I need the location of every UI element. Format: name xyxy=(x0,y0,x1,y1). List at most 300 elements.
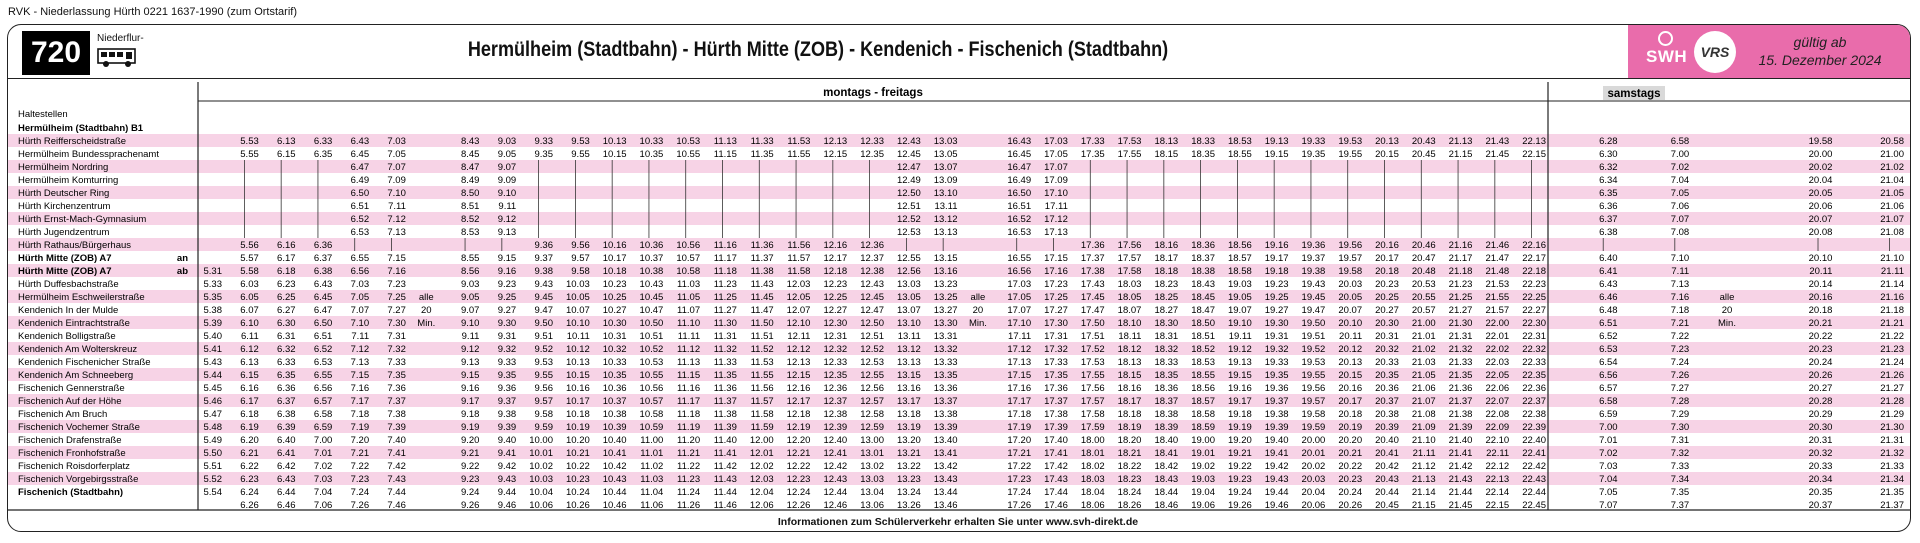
time-cell: 16.51 xyxy=(1007,201,1032,212)
time-cell: 11.12 xyxy=(677,344,701,355)
time-cell: 21.40 xyxy=(1448,435,1473,446)
time-cell: 20.32 xyxy=(1375,344,1399,355)
time-cell: 5.52 xyxy=(203,474,222,485)
time-cell: 17.11 xyxy=(1044,201,1068,212)
time-cell: 6.46 xyxy=(277,500,296,511)
time-cell: 9.55 xyxy=(571,149,590,160)
time-cell: 11.52 xyxy=(750,344,774,355)
time-cell: 9.13 xyxy=(460,357,480,368)
time-cell: 10.47 xyxy=(639,305,664,316)
time-cell: 10.19 xyxy=(565,422,590,433)
time-cell: 9.36 xyxy=(534,240,553,251)
time-cell: 10.57 xyxy=(639,396,664,407)
time-cell: 20.20 xyxy=(1338,435,1363,446)
time-cell: 18.36 xyxy=(1191,240,1215,251)
time-cell: 21.02 xyxy=(1880,162,1904,173)
time-cell: 7.35 xyxy=(1670,487,1690,498)
time-cell: 13.09 xyxy=(933,175,958,186)
time-cell: 21.33 xyxy=(1880,461,1904,472)
time-cell: 19.57 xyxy=(1301,396,1326,407)
time-cell: 13.05 xyxy=(933,149,958,160)
time-cell: 7.01 xyxy=(1599,435,1618,446)
time-cell: 12.51 xyxy=(896,201,921,212)
time-cell: 13.22 xyxy=(896,461,921,472)
time-cell: 7.03 xyxy=(387,136,406,147)
time-cell: 17.58 xyxy=(1080,409,1105,420)
time-cell: 12.35 xyxy=(823,370,848,381)
stop-name: Fischenich Vorgebirgsstraße xyxy=(18,474,139,485)
stop-name: Hermülheim Komturring xyxy=(18,175,119,186)
time-cell: 7.03 xyxy=(350,279,370,290)
time-cell: 12.22 xyxy=(786,461,811,472)
time-cell: 19.03 xyxy=(1227,279,1252,290)
time-cell: 8.49 xyxy=(460,175,480,186)
time-cell: 20.25 xyxy=(1375,292,1399,303)
time-cell: 7.21 xyxy=(350,448,370,459)
time-cell: 7.18 xyxy=(1670,305,1690,316)
time-cell: 22.32 xyxy=(1522,344,1546,355)
time-cell: 13.33 xyxy=(933,357,958,368)
stop-name: Hermülheim Bundessprachenamt xyxy=(18,149,159,160)
time-cell: 11.38 xyxy=(750,266,774,277)
time-cell: 9.33 xyxy=(497,357,517,368)
stop-name: Hürth Rathaus/Bürgerhaus xyxy=(18,240,132,251)
time-cell: 19.13 xyxy=(1264,136,1289,147)
time-cell: 17.21 xyxy=(1007,448,1032,459)
time-cell: 11.39 xyxy=(713,422,737,433)
time-cell: 7.23 xyxy=(350,474,370,485)
time-cell: 12.39 xyxy=(823,422,848,433)
time-cell: 6.57 xyxy=(313,396,333,407)
time-cell: 18.31 xyxy=(1154,331,1179,342)
time-cell: 21.13 xyxy=(1448,136,1473,147)
time-cell: 19.18 xyxy=(1264,266,1289,277)
time-cell: 11.23 xyxy=(677,474,701,485)
time-cell: 18.37 xyxy=(1191,253,1215,264)
time-cell: 9.16 xyxy=(460,383,480,394)
time-cell: 11.02 xyxy=(640,461,664,472)
time-cell: 7.03 xyxy=(1599,461,1618,472)
time-cell: 9.11 xyxy=(498,201,517,212)
valid-from-label: gültig ab xyxy=(1793,34,1847,50)
time-cell: 6.32 xyxy=(277,344,296,355)
time-cell: 20.27 xyxy=(1808,383,1833,394)
stop-name: Hürth Reifferscheidstraße xyxy=(18,136,127,147)
time-cell: 18.24 xyxy=(1117,487,1142,498)
time-cell: 12.45 xyxy=(860,292,884,303)
time-cell: 18.35 xyxy=(1191,149,1215,160)
time-cell: 21.05 xyxy=(1880,188,1904,199)
time-cell: 19.16 xyxy=(1227,383,1252,394)
time-cell: 21.30 xyxy=(1880,422,1904,433)
time-cell: 6.40 xyxy=(277,435,296,446)
time-cell: 6.03 xyxy=(240,279,259,290)
time-cell: 11.13 xyxy=(713,136,737,147)
time-cell: 18.37 xyxy=(1154,396,1179,407)
time-cell: 18.20 xyxy=(1117,435,1142,446)
time-cell: 20.27 xyxy=(1375,305,1399,316)
time-cell: 20.34 xyxy=(1808,474,1833,485)
time-cell: 20.33 xyxy=(1808,461,1833,472)
time-cell: 9.56 xyxy=(571,240,590,251)
time-cell: 6.35 xyxy=(277,370,296,381)
time-cell: 6.20 xyxy=(240,435,259,446)
time-cell: 17.46 xyxy=(1044,500,1068,511)
time-cell: 6.36 xyxy=(1599,201,1618,212)
time-cell: 6.51 xyxy=(350,201,370,212)
time-cell: 18.21 xyxy=(1117,448,1142,459)
time-cell: 11.40 xyxy=(713,435,737,446)
time-cell: 10.26 xyxy=(565,500,590,511)
time-cell: 17.22 xyxy=(1007,461,1032,472)
time-cell: 10.58 xyxy=(676,266,701,277)
time-cell: 21.43 xyxy=(1485,136,1510,147)
time-cell: 19.51 xyxy=(1301,331,1326,342)
time-cell: 10.18 xyxy=(565,409,590,420)
time-cell: 17.09 xyxy=(1044,175,1068,186)
time-cell: 6.34 xyxy=(1599,175,1618,186)
time-cell: 5.46 xyxy=(203,396,222,407)
time-cell: 12.16 xyxy=(786,383,811,394)
time-cell: 11.55 xyxy=(750,370,774,381)
time-cell: 5.39 xyxy=(203,318,222,329)
time-cell: 12.56 xyxy=(896,266,921,277)
time-cell: 12.25 xyxy=(823,292,848,303)
time-cell: 22.15 xyxy=(1522,149,1546,160)
time-cell: 10.07 xyxy=(565,305,590,316)
time-cell: 12.20 xyxy=(786,435,811,446)
time-cell: 9.23 xyxy=(497,279,517,290)
time-cell: 6.37 xyxy=(1599,214,1618,225)
time-cell: 13.07 xyxy=(896,305,921,316)
time-cell: 7.36 xyxy=(387,383,406,394)
time-cell: 21.23 xyxy=(1880,344,1904,355)
time-cell: 9.46 xyxy=(497,500,517,511)
time-cell: 21.18 xyxy=(1880,305,1904,316)
time-cell: 17.32 xyxy=(1044,344,1068,355)
time-cell: 19.43 xyxy=(1264,474,1289,485)
time-cell: 6.21 xyxy=(240,448,259,459)
stop-name: Hermülheim Nordring xyxy=(18,162,109,173)
time-cell: 9.43 xyxy=(497,474,517,485)
time-cell: 17.18 xyxy=(1007,409,1032,420)
time-cell: 20.24 xyxy=(1808,357,1833,368)
time-cell: 7.13 xyxy=(1670,279,1690,290)
time-cell: 20.16 xyxy=(1375,240,1399,251)
time-cell: 10.17 xyxy=(602,253,627,264)
time-cell: 5.45 xyxy=(203,383,222,394)
time-cell: 22.15 xyxy=(1485,500,1510,511)
time-cell: 7.13 xyxy=(387,227,406,238)
time-cell: 19.19 xyxy=(1227,422,1252,433)
time-cell: 10.22 xyxy=(565,461,590,472)
time-cell: 18.30 xyxy=(1154,318,1179,329)
stop-name: Kendenich In der Mulde xyxy=(18,305,119,316)
time-cell: 12.04 xyxy=(749,487,774,498)
time-cell: 17.40 xyxy=(1044,435,1068,446)
time-cell: 12.10 xyxy=(786,318,811,329)
time-cell: 20.03 xyxy=(1338,279,1363,290)
time-cell: 10.52 xyxy=(639,344,664,355)
time-cell: 12.13 xyxy=(786,357,811,368)
time-cell: 10.00 xyxy=(529,435,553,446)
time-cell: 7.33 xyxy=(387,357,406,368)
footer-note: Informationen zum Schülerverkehr erhalten Sie unter www.svh-direkt.de xyxy=(777,516,1139,528)
time-cell: 7.13 xyxy=(350,357,370,368)
time-cell: 19.50 xyxy=(1301,318,1326,329)
time-cell: 17.05 xyxy=(1007,292,1032,303)
time-cell: 11.27 xyxy=(713,305,737,316)
time-cell: 21.26 xyxy=(1880,370,1904,381)
time-cell: 13.02 xyxy=(860,461,884,472)
time-cell: 11.22 xyxy=(677,461,701,472)
time-cell: 11.53 xyxy=(750,357,774,368)
time-cell: 6.56 xyxy=(350,266,370,277)
takt-label: Min. xyxy=(968,318,987,329)
time-cell: 19.52 xyxy=(1301,344,1326,355)
time-cell: 20.23 xyxy=(1338,474,1363,485)
time-cell: 11.36 xyxy=(750,240,774,251)
time-cell: 7.07 xyxy=(1599,500,1618,511)
time-cell: 20.40 xyxy=(1375,435,1399,446)
time-cell: 9.22 xyxy=(460,461,480,472)
time-cell: 6.22 xyxy=(240,461,259,472)
time-cell: 6.15 xyxy=(240,370,259,381)
time-cell: 17.41 xyxy=(1044,448,1068,459)
time-cell: 12.50 xyxy=(896,188,921,199)
time-cell: 19.55 xyxy=(1301,370,1326,381)
time-cell: 17.24 xyxy=(1007,487,1032,498)
time-cell: 18.57 xyxy=(1191,396,1215,407)
time-cell: 19.23 xyxy=(1264,279,1289,290)
time-cell: 17.35 xyxy=(1044,370,1068,381)
time-cell: 18.38 xyxy=(1191,266,1215,277)
time-cell: 5.35 xyxy=(203,292,222,303)
time-cell: 11.18 xyxy=(677,409,701,420)
time-cell: 9.05 xyxy=(460,292,480,303)
time-cell: 21.23 xyxy=(1448,279,1473,290)
time-cell: 21.53 xyxy=(1485,279,1510,290)
time-cell: 7.11 xyxy=(1671,266,1690,277)
time-cell: 11.10 xyxy=(677,318,701,329)
stop-name: Hürth Ernst-Mach-Gymnasium xyxy=(18,214,147,225)
time-cell: 21.35 xyxy=(1880,487,1904,498)
time-cell: 7.37 xyxy=(387,396,406,407)
time-cell: 20.10 xyxy=(1338,318,1363,329)
time-cell: 17.26 xyxy=(1007,500,1032,511)
time-cell: 12.53 xyxy=(896,227,921,238)
time-cell: 21.48 xyxy=(1485,266,1510,277)
time-cell: 13.07 xyxy=(933,162,958,173)
time-cell: 11.16 xyxy=(713,240,737,251)
time-cell: 21.25 xyxy=(1448,292,1473,303)
time-cell: 12.24 xyxy=(786,487,811,498)
time-cell: 22.41 xyxy=(1522,448,1546,459)
time-cell: 6.17 xyxy=(240,396,259,407)
time-cell: 12.18 xyxy=(823,266,848,277)
time-cell: 12.35 xyxy=(860,149,884,160)
time-cell: 17.57 xyxy=(1080,396,1105,407)
time-cell: 17.53 xyxy=(1117,136,1142,147)
time-cell: 10.55 xyxy=(676,149,701,160)
time-cell: 19.15 xyxy=(1264,149,1289,160)
time-cell: 12.41 xyxy=(823,448,848,459)
time-cell: 6.41 xyxy=(277,448,296,459)
time-cell: 10.12 xyxy=(565,344,590,355)
time-cell: 11.07 xyxy=(677,305,701,316)
time-cell: 6.53 xyxy=(350,227,370,238)
time-cell: 13.32 xyxy=(933,344,958,355)
time-cell: 16.50 xyxy=(1007,188,1032,199)
time-cell: 19.00 xyxy=(1191,435,1215,446)
time-cell: 11.47 xyxy=(750,305,774,316)
stop-name: Fischenich Gennerstraße xyxy=(18,383,125,394)
time-cell: 16.47 xyxy=(1007,162,1032,173)
time-cell: 12.58 xyxy=(860,409,884,420)
time-cell: 18.43 xyxy=(1154,474,1179,485)
time-cell: 13.15 xyxy=(933,253,958,264)
time-cell: 9.09 xyxy=(497,175,517,186)
time-cell: 12.18 xyxy=(786,409,811,420)
time-cell: 16.56 xyxy=(1007,266,1032,277)
time-cell: 17.47 xyxy=(1080,305,1105,316)
arr-dep-mark: ab xyxy=(176,266,188,277)
time-cell: 22.08 xyxy=(1485,409,1510,420)
time-cell: 6.48 xyxy=(1599,305,1618,316)
time-cell: 6.36 xyxy=(277,383,296,394)
time-cell: 22.00 xyxy=(1485,318,1510,329)
time-cell: 18.40 xyxy=(1154,435,1179,446)
time-cell: 21.35 xyxy=(1448,370,1473,381)
time-cell: 20.46 xyxy=(1411,240,1436,251)
time-cell: 21.44 xyxy=(1448,487,1473,498)
stop-name: Hürth Jugendzentrum xyxy=(18,227,110,238)
time-cell: 6.23 xyxy=(277,279,296,290)
time-cell: 20.07 xyxy=(1808,214,1833,225)
time-cell: 18.03 xyxy=(1080,474,1105,485)
time-cell: 9.43 xyxy=(534,279,553,290)
takt-label: 20 xyxy=(1721,305,1733,316)
time-cell: 12.52 xyxy=(896,214,921,225)
time-cell: 20.23 xyxy=(1808,344,1833,355)
time-cell: 6.56 xyxy=(313,383,333,394)
time-cell: 18.25 xyxy=(1154,292,1179,303)
time-cell: 9.53 xyxy=(571,136,590,147)
time-cell: 12.43 xyxy=(823,474,848,485)
time-cell: 20.21 xyxy=(1338,448,1363,459)
time-cell: 6.13 xyxy=(240,357,259,368)
time-cell: 11.43 xyxy=(750,279,774,290)
time-cell: 12.55 xyxy=(896,253,921,264)
time-cell: 21.10 xyxy=(1411,435,1436,446)
time-cell: 17.55 xyxy=(1117,149,1142,160)
time-cell: 21.06 xyxy=(1880,201,1904,212)
time-cell: 21.14 xyxy=(1411,487,1436,498)
time-cell: 12.02 xyxy=(749,461,774,472)
time-cell: 11.35 xyxy=(750,149,774,160)
time-cell: 10.05 xyxy=(565,292,590,303)
time-cell: 6.16 xyxy=(277,240,296,251)
time-cell: 22.18 xyxy=(1522,266,1546,277)
time-cell: 20.19 xyxy=(1338,422,1363,433)
time-cell: 17.57 xyxy=(1117,253,1142,264)
time-cell: 18.43 xyxy=(1191,279,1215,290)
time-cell: 19.45 xyxy=(1301,292,1326,303)
time-cell: 12.27 xyxy=(823,305,848,316)
time-cell: 7.16 xyxy=(350,383,370,394)
time-cell: 6.42 xyxy=(277,461,296,472)
time-cell: 19.36 xyxy=(1264,383,1289,394)
stop-name: Hürth Deutscher Ring xyxy=(18,188,110,199)
time-cell: 17.15 xyxy=(1007,370,1032,381)
time-cell: 12.06 xyxy=(749,500,774,511)
time-cell: 19.56 xyxy=(1338,240,1363,251)
time-cell: 7.00 xyxy=(1670,149,1690,160)
time-cell: 16.55 xyxy=(1007,253,1032,264)
time-cell: 13.36 xyxy=(933,383,958,394)
time-cell: 12.30 xyxy=(823,318,848,329)
time-cell: 9.45 xyxy=(534,292,553,303)
time-cell: 13.41 xyxy=(933,448,958,459)
time-cell: 9.35 xyxy=(534,149,553,160)
time-cell: 13.27 xyxy=(933,305,958,316)
time-cell: 19.30 xyxy=(1264,318,1289,329)
time-cell: 7.06 xyxy=(1670,201,1690,212)
time-cell: 18.15 xyxy=(1154,149,1179,160)
time-cell: 7.27 xyxy=(1670,383,1690,394)
time-cell: 11.44 xyxy=(713,487,737,498)
time-cell: 21.07 xyxy=(1411,396,1436,407)
time-cell: 7.24 xyxy=(1670,357,1690,368)
time-cell: 7.41 xyxy=(387,448,406,459)
time-cell: 20.01 xyxy=(1301,448,1326,459)
time-cell: 21.15 xyxy=(1411,500,1436,511)
time-cell: 17.27 xyxy=(1044,305,1068,316)
time-cell: 21.45 xyxy=(1448,500,1473,511)
time-cell: 6.43 xyxy=(1599,279,1618,290)
time-cell: 19.43 xyxy=(1301,279,1326,290)
time-cell: 21.00 xyxy=(1880,149,1904,160)
time-cell: 7.02 xyxy=(313,461,333,472)
time-cell: 18.56 xyxy=(1191,383,1215,394)
time-cell: 9.12 xyxy=(497,214,517,225)
time-cell: 7.26 xyxy=(1670,370,1690,381)
time-cell: 18.57 xyxy=(1227,253,1252,264)
time-cell: 6.59 xyxy=(1599,409,1618,420)
time-cell: 17.12 xyxy=(1044,214,1068,225)
time-cell: 7.30 xyxy=(387,318,406,329)
time-cell: 9.13 xyxy=(497,227,517,238)
time-cell: 12.49 xyxy=(896,175,921,186)
time-cell: 17.39 xyxy=(1044,422,1068,433)
time-cell: 17.59 xyxy=(1080,422,1105,433)
time-cell: 6.05 xyxy=(240,292,259,303)
stop-name: Fischenich (Stadtbahn) xyxy=(18,487,124,498)
time-cell: 8.56 xyxy=(460,266,480,277)
time-cell: 20.47 xyxy=(1411,253,1436,264)
time-cell: 21.24 xyxy=(1880,357,1904,368)
time-cell: 9.12 xyxy=(460,344,480,355)
time-cell: 21.45 xyxy=(1485,149,1510,160)
time-cell: 8.45 xyxy=(460,149,480,160)
time-cell: 17.56 xyxy=(1117,240,1142,251)
time-cell: 19.16 xyxy=(1264,240,1289,251)
time-cell: 6.37 xyxy=(277,396,296,407)
time-cell: 17.16 xyxy=(1044,266,1068,277)
time-cell: 18.51 xyxy=(1191,331,1215,342)
time-cell: 22.36 xyxy=(1522,383,1546,394)
time-cell: 20.12 xyxy=(1338,344,1363,355)
